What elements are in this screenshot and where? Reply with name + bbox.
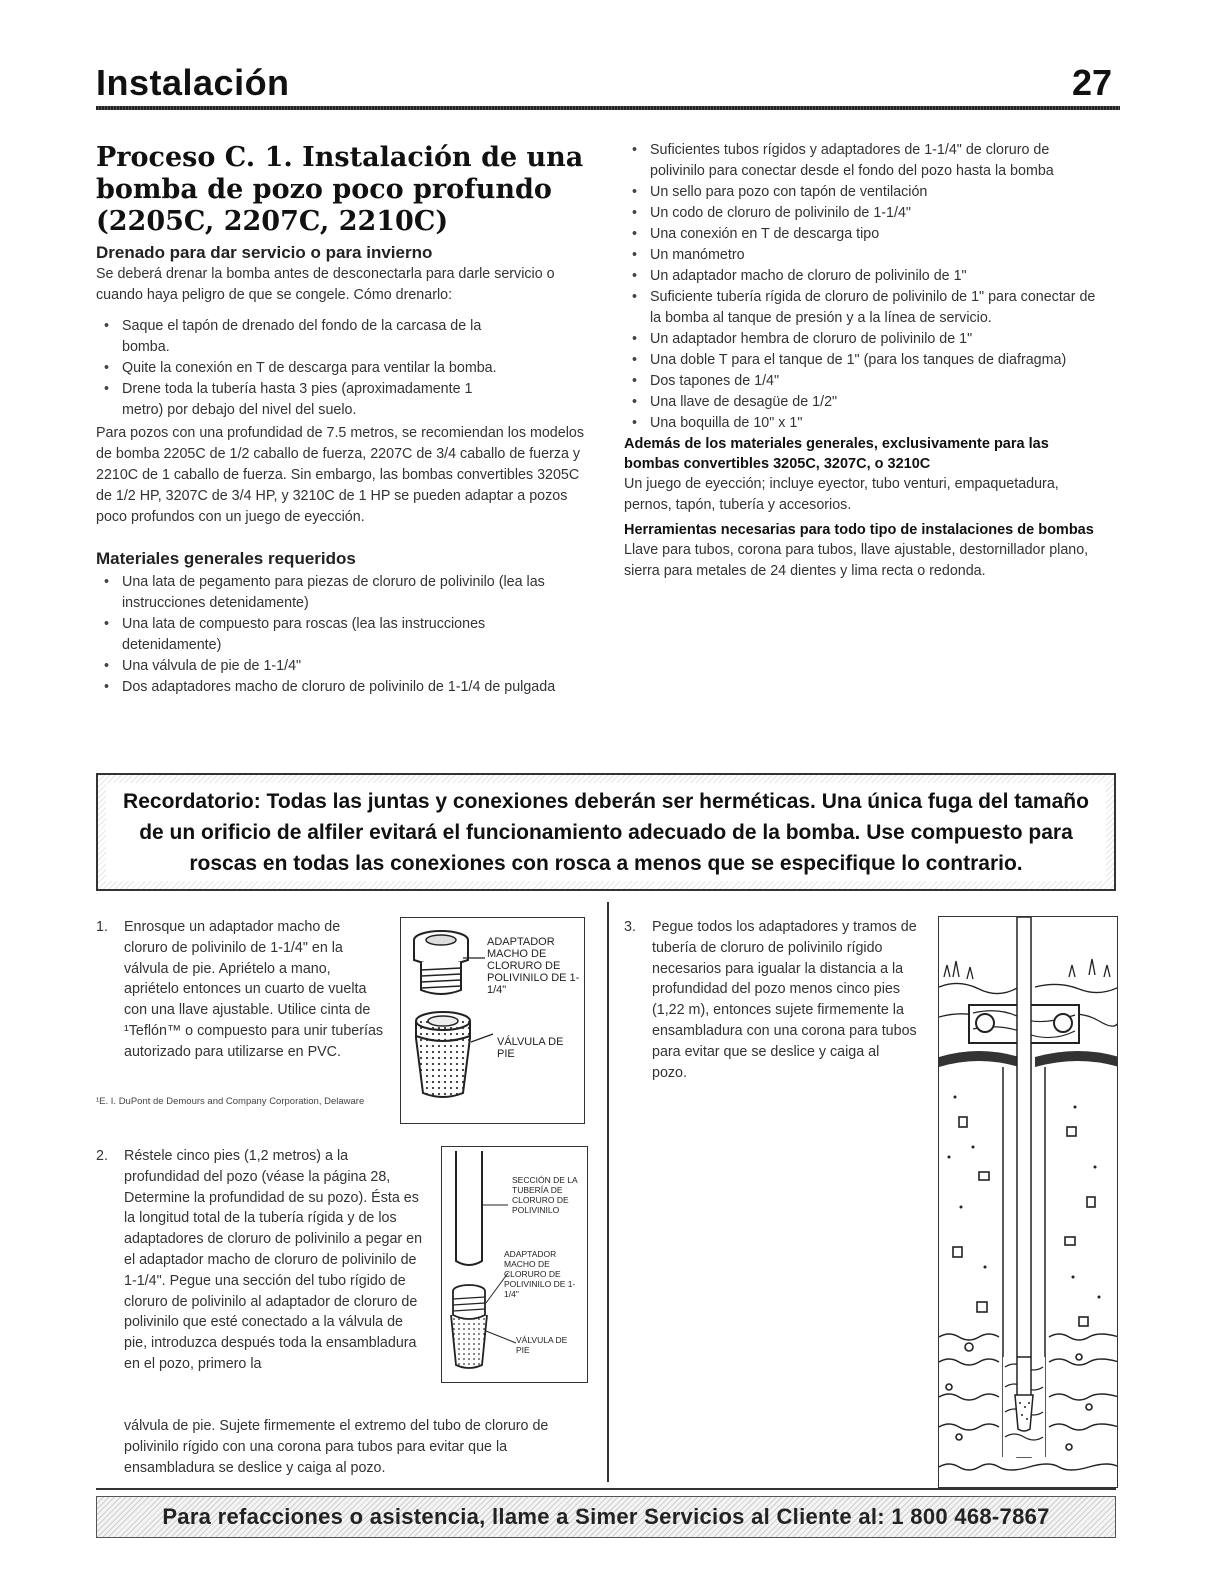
list-item: • Dos adaptadores macho de cloruro de polivinilo de 1-1/4 de pulgada — [96, 677, 566, 698]
list-item: • Drene toda la tubería hasta 3 pies (aproximadamente 1 metro) por debajo del nivel del suelo. — [96, 379, 516, 421]
drain-heading: Drenado para dar servicio o para invierno — [96, 243, 433, 262]
footer-text: Para refacciones o asistencia, llame a Simer Servicios al Cliente al: 1 800 468-7867 — [162, 1504, 1050, 1529]
step-text: Réstele cinco pies (1,2 metros) a la profundidad del pozo (véase la página 28, Determine la profundidad de su pozo). Ésta es la longitud total de la tubería rígida y de los adaptadores de cloruro de polivinilo a pegar en el adaptador macho de cloruro de polivinilo de 1-1/4". Pegue una sección del tubo rígido de cloruro de polivinilo al adaptador de cloruro de polivinilo que esté conectado a la válvula de pie, introduzca después toda la ensambladura en el pozo, primero la — [124, 1148, 423, 1372]
step-number: 1. — [96, 919, 108, 935]
column-divider — [607, 902, 609, 1482]
list-item: • Dos tapones de 1/4" — [624, 371, 1096, 392]
footnote: ¹E. I. DuPont de Demours and Company Corporation, Delaware — [96, 1096, 365, 1107]
list-item: • Una válvula de pie de 1-1/4" — [96, 656, 566, 677]
label-adapter: ADAPTADOR MACHO DE CLORURO DE POLIVINILO DE 1-1/4" — [504, 1249, 576, 1299]
figure-pipe-assembly — [441, 1146, 588, 1383]
label-valve: VÁLVULA DE PIE — [497, 1036, 564, 1060]
step-2 — [96, 1146, 436, 1406]
list-item: • Un sello para pozo con tapón de ventilación — [624, 182, 1096, 203]
drain-intro: Se deberá drenar la bomba antes de desconectarla para darle servicio o cuando haya peligro de que se congele. Cómo drenarlo: — [96, 266, 555, 303]
step-text: Enrosque un adaptador macho de cloruro de polivinilo de 1-1/4" en la válvula de pie. Apriételo a mano, apriételo entonces un cuarto de vuelta con una llave ajustable. Utilice cinta de ¹Teflón™ o compuesto para unir tuberías autorizado para utilizarse en PVC. — [124, 919, 384, 1060]
step-number: 2. — [96, 1148, 108, 1164]
well-illustration — [939, 917, 1118, 1488]
bottom-rule — [96, 1488, 1116, 1490]
step-text-continued: válvula de pie. Sujete firmemente el extremo del tubo de cloruro de polivinilo rígido con una corona para tubos para evitar que la ensambladura se deslice y caiga al pozo. — [124, 1418, 549, 1476]
list-item: • Un adaptador macho de cloruro de polivinilo de 1" — [624, 266, 1096, 287]
drain-paragraph: Para pozos con una profundidad de 7.5 metros, se recomiendan los modelos de bomba 2205C de 1/2 caballo de fuerza, 2207C de 3/4 caballo de fuerza y 2210C de 1 caballo de fuerza. Sin embargo, las bombas convertibles 3205C de 1/2 HP, 3207C de 3/4 HP, y 3210C de 1 HP se pueden adaptar a pozos poco profundos con un juego de eyección. — [96, 425, 584, 525]
list-item: • Una lata de pegamento para piezas de cloruro de polivinilo (lea las instrucciones detenidamente) — [96, 572, 566, 614]
materials-list-left — [96, 572, 566, 698]
page-number: 27 — [1071, 62, 1112, 103]
reminder-box — [96, 773, 1116, 891]
list-item: • Un manómetro — [624, 245, 1096, 266]
label-valve: VÁLVULA DE PIE — [516, 1335, 568, 1355]
list-item: • Una llave de desagüe de 1/2" — [624, 392, 1096, 413]
list-item: • Una doble T para el tanque de 1" (para los tanques de diafragma) — [624, 350, 1096, 371]
service-footer — [96, 1496, 1116, 1538]
step-1 — [96, 917, 396, 1082]
list-item: • Suficiente tubería rígida de cloruro de polivinilo de 1" para conectar de la bomba al tanque de presión y a la línea de servicio. — [624, 287, 1096, 329]
step-2-continued — [124, 1416, 574, 1478]
list-item: • Suficientes tubos rígidos y adaptadores de 1-1/4" de cloruro de polivinilo para conectar desde el fondo del pozo hasta la bomba — [624, 140, 1096, 182]
list-item: • Saque el tapón de drenado del fondo de la carcasa de la bomba. — [96, 316, 516, 358]
step-text: Pegue todos los adaptadores y tramos de tubería de cloruro de polivinilo rígido necesarios para igualar la distancia a la profundidad del pozo menos cinco pies (1,22 m), entonces sujete firmemente la ensambladura con una corona para tubos para evitar que se deslice y caiga al pozo. — [652, 919, 917, 1081]
page-header — [96, 62, 1120, 110]
figure-well-cross-section — [938, 916, 1118, 1488]
convertible-text: Un juego de eyección; incluye eyector, tubo venturi, empaquetadura, pernos, tapón, tubería y accesorios. — [624, 476, 1059, 513]
page-title: Instalación — [96, 62, 290, 103]
drain-list — [96, 316, 516, 421]
section-title: Proceso C. 1. Instalación de una bomba de pozo poco profundo (2205C, 2207C, 2210C) — [96, 142, 584, 237]
list-item: • Una lata de compuesto para roscas (lea las instrucciones detenidamente) — [96, 614, 566, 656]
list-item: • Un codo de cloruro de polivinilo de 1-1/4" — [624, 203, 1096, 224]
step-3 — [624, 917, 924, 1117]
label-adapter: ADAPTADOR MACHO DE CLORURO DE POLIVINILO DE 1-1/4" — [487, 936, 580, 996]
list-item: • Quite la conexión en T de descarga para ventilar la bomba. — [96, 358, 516, 379]
materials-list-right — [624, 140, 1096, 434]
tools-heading: Herramientas necesarias para todo tipo de instalaciones de bombas — [624, 522, 1094, 538]
convertible-heading: Además de los materiales generales, exclusivamente para las bombas convertibles 3205C, 3207C, o 3210C — [624, 436, 1049, 472]
left-column — [96, 142, 586, 698]
materials-heading: Materiales generales requeridos — [96, 549, 356, 568]
label-pipe: SECCIÓN DE LA TUBERÍA DE CLORURO DE POLIVINILO — [512, 1175, 578, 1215]
figure-adapter-valve — [400, 917, 585, 1124]
list-item: • Una conexión en T de descarga tipo — [624, 224, 1096, 245]
list-item: • Una boquilla de 10" x 1" — [624, 413, 1096, 434]
step-number: 3. — [624, 919, 636, 935]
header-rule — [96, 106, 1120, 110]
tools-text: Llave para tubos, corona para tubos, llave ajustable, destornillador plano, sierra para metales de 24 dientes y lima recta o redonda. — [624, 542, 1089, 579]
right-column — [624, 140, 1096, 582]
reminder-text: Recordatorio: Todas las juntas y conexiones deberán ser herméticas. Una única fuga del tamaño de un orificio de alfiler evitará el funcionamiento adecuado de la bomba. Use compuesto para roscas en todas las conexiones con rosca a menos que se especifique lo contrario. — [123, 789, 1089, 875]
list-item: • Un adaptador hembra de cloruro de polivinilo de 1" — [624, 329, 1096, 350]
